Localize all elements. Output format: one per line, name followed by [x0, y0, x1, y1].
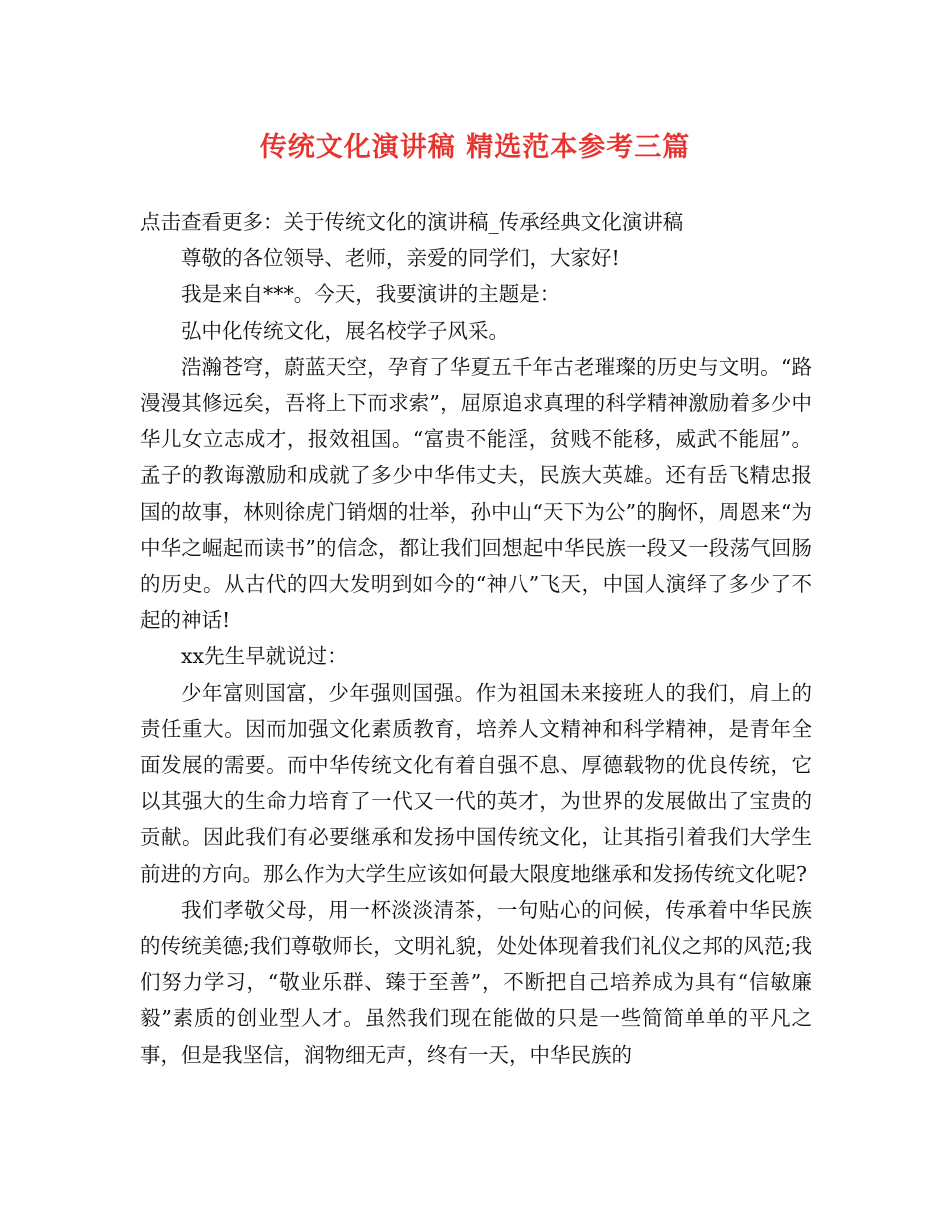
paragraph-more-link: 点击查看更多：关于传统文化的演讲稿_传承经典文化演讲稿 [140, 210, 684, 234]
paragraph-intro: 我是来自***。今天，我要演讲的主题是： [181, 282, 561, 307]
paragraph-action: 我们孝敬父母，用一杯淡淡清茶，一句贴心的问候，传承着中华民族的传统美德;我们尊敬师长，文明礼貌，处处体现着我们礼仪之邦的风范;我们努力学习，“敬业乐群、臻于至善”，不断把自己培养成为具有“信敏廉毅”素质的创业型人才。虽然我们现在能做的只是一些简简单单的平凡之事，但是我坚信，润物细无声，终有一天，中华民族的 [140, 897, 812, 1067]
document-body [140, 204, 812, 1073]
paragraph-quote-intro: xx先生早就说过： [181, 644, 348, 669]
document-title: 传统文化演讲稿 精选范本参考三篇 [259, 132, 691, 163]
paragraph-youth: 少年富则国富，少年强则国强。作为祖国未来接班人的我们，肩上的责任重大。因而加强文化素质教育，培养人文精神和科学精神，是青年全面发展的需要。而中华传统文化有着自强不息、厚德载物的优良传统，它以其强大的生命力培育了一代又一代的英才，为世界的发展做出了宝贵的贡献。因此我们有必要继承和发扬中国传统文化，让其指引着我们大学生前进的方向。那么作为大学生应该如何最大限度地继承和发扬传统文化呢? [140, 680, 812, 886]
paragraph-history: 浩瀚苍穹，蔚蓝天空，孕育了华夏五千年古老璀璨的历史与文明。“路漫漫其修远矣，吾将上下而求索”，屈原追求真理的科学精神激励着多少中华儿女立志成才，报效祖国。“富贵不能淫，贫贱不能移，威武不能屈”。孟子的教诲激励和成就了多少中华伟丈夫，民族大英雄。还有岳飞精忠报国的故事，林则徐虎门销烟的壮举，孙中山“天下为公”的胸怀，周恩来“为中华之崛起而读书”的信念，都让我们回想起中华民族一段又一段荡气回肠的历史。从古代的四大发明到如今的“神八”飞天，中国人演绎了多少了不起的神话! [140, 354, 812, 633]
paragraph-greeting: 尊敬的各位领导、老师，亲爱的同学们，大家好! [181, 246, 620, 271]
paragraph-theme: 弘中化传统文化，展名校学子风采。 [181, 318, 509, 343]
